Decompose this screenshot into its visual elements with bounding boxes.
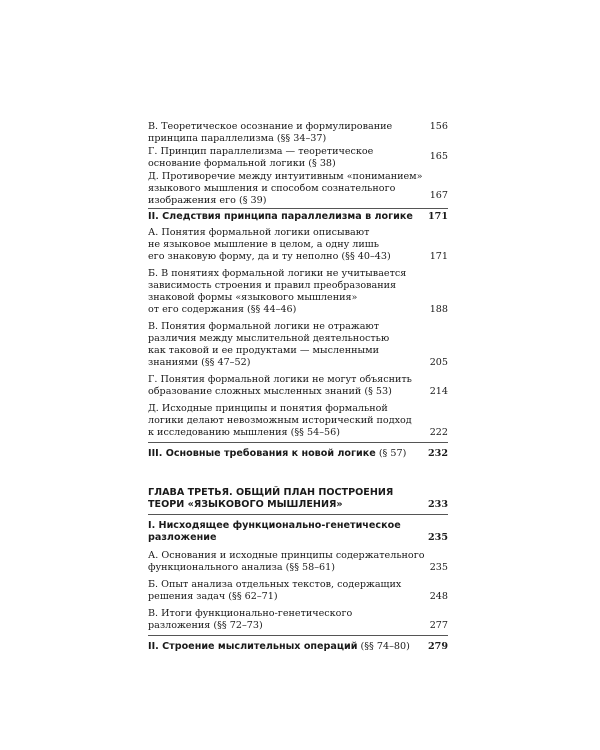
toc-entry-line: логики делают невозможным исторический подход — [148, 415, 412, 426]
section-heading-title: II. Строение мыслительных операций — [148, 641, 358, 652]
toc-entry-line: языкового мышления и способом сознательного — [148, 183, 396, 194]
toc-entry-line: Г. Понятия формальной логики не могут объяснить — [148, 374, 412, 385]
toc-page-number: 167 — [429, 190, 448, 201]
toc-page-number: 188 — [429, 304, 448, 315]
section-divider — [148, 635, 448, 636]
toc-entry-line: В. Итоги функционально-генетического — [148, 608, 353, 619]
toc-entry-line: к исследованию мышления (§§ 54–56) — [148, 427, 340, 438]
toc-page-number: 235 — [427, 532, 448, 543]
toc-entry-line: разложения (§§ 72–73) — [148, 620, 263, 631]
section-divider — [148, 514, 448, 515]
toc-entry-line: А. Понятия формальной логики описывают — [148, 227, 370, 238]
toc-entry-line: различия между мыслительной деятельностью — [148, 333, 390, 344]
toc-page-number: 205 — [429, 357, 448, 368]
section-heading-title: III. Основные требования к новой логике — [148, 448, 376, 459]
toc-entry-line: как таковой и ее продуктами — мысленными — [148, 345, 379, 356]
toc-entry-line: функционального анализа (§§ 58–61) — [148, 562, 336, 573]
toc-page-number: 171 — [427, 211, 448, 222]
section-heading-ref: (§ 57) — [375, 448, 407, 459]
toc-entry-line: Б. Опыт анализа отдельных текстов, содержащих — [148, 579, 402, 590]
toc-entry-line: Д. Противоречие между интуитивным «пониманием» — [148, 171, 423, 182]
section-heading: II. Следствия принципа параллелизма в логике — [148, 211, 413, 222]
toc-entry-line: В. Теоретическое осознание и формулирование — [148, 121, 393, 132]
toc-page-number: 214 — [429, 386, 448, 397]
section-divider — [148, 442, 448, 443]
section-heading — [148, 641, 410, 654]
toc-entry-line: от его содержания (§§ 44–46) — [148, 304, 297, 315]
section-heading: разложение — [148, 532, 217, 543]
toc-entry-line: Г. Принцип параллелизма — теоретическое — [148, 146, 374, 157]
toc-page-number: 171 — [429, 251, 448, 262]
chapter-heading: ТЕОРИ «ЯЗЫКОВОГО МЫШЛЕНИЯ» — [148, 499, 343, 510]
toc-page-number: 248 — [429, 591, 448, 602]
section-heading-ref: (§§ 74–80) — [357, 641, 410, 652]
toc-entry-line: его знаковую форму, да и ту неполно (§§ 40–43) — [148, 251, 391, 262]
toc-page-number: 277 — [429, 620, 448, 631]
toc-entry-line: Б. В понятиях формальной логики не учитывается — [148, 268, 407, 279]
toc-entry-line: Д. Исходные принципы и понятия формальной — [148, 403, 388, 414]
toc-entry-line: знаниями (§§ 47–52) — [148, 357, 251, 368]
toc-entry-line: знаковой формы «языкового мышления» — [148, 292, 358, 303]
toc-page-number: 233 — [427, 499, 448, 510]
toc-entry-line: В. Понятия формальной логики не отражают — [148, 321, 380, 332]
section-heading: I. Нисходящее функционально-генетическое — [148, 520, 401, 531]
section-heading — [148, 448, 406, 461]
toc-entry-line: А. Основания и исходные принципы содержательного — [148, 550, 425, 561]
toc-entry-line: изображения его (§ 39) — [148, 195, 267, 206]
chapter-heading: ГЛАВА ТРЕТЬЯ. ОБЩИЙ ПЛАН ПОСТРОЕНИЯ — [148, 487, 394, 498]
toc-page-number: 222 — [429, 427, 448, 438]
toc-entry-line: принципа параллелизма (§§ 34–37) — [148, 133, 327, 144]
toc-entry-line: образование сложных мысленных знаний (§ 53) — [148, 386, 392, 397]
toc-entry-line: решения задач (§§ 62–71) — [148, 591, 278, 602]
toc-page-number: 279 — [427, 641, 448, 652]
section-divider — [148, 208, 448, 209]
toc-page-number: 235 — [429, 562, 448, 573]
toc-entry-line: не языковое мышление в целом, а одну лишь — [148, 239, 379, 250]
toc-page-number: 156 — [429, 121, 448, 132]
toc-entry-line: основание формальной логики (§ 38) — [148, 158, 336, 169]
toc-page-number: 232 — [427, 448, 448, 459]
toc-page-number: 165 — [429, 151, 448, 162]
toc-entry-line: зависимость строения и правил преобразования — [148, 280, 397, 291]
